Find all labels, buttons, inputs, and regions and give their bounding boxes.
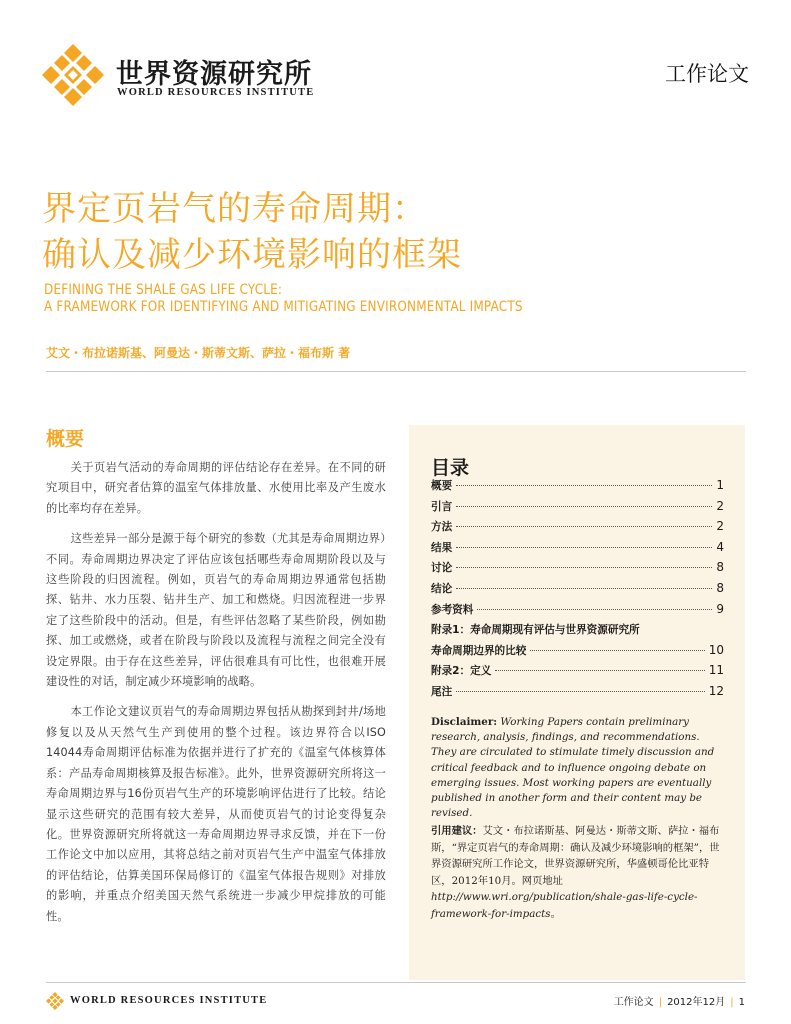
toc-item-page: 10 (708, 642, 724, 657)
toc-item-page: 4 (716, 539, 724, 554)
footer-date: 2012年12月 (667, 997, 726, 1008)
toc-leader (456, 526, 712, 527)
toc-item-label: 结论 (431, 582, 453, 595)
toc-item-page: 8 (716, 580, 724, 595)
sidebar-panel (409, 425, 745, 980)
toc-heading: 目录 (431, 457, 470, 479)
toc-item-label: 附录2：定义 (431, 665, 492, 678)
footer-separator: | (658, 997, 663, 1008)
footer-separator: | (730, 997, 734, 1008)
toc-item-page: 11 (708, 663, 724, 678)
page-number: 1 (738, 997, 745, 1008)
wri-logo (42, 44, 104, 106)
toc-item[interactable] (431, 663, 724, 684)
toc-item-page: 2 (716, 519, 724, 534)
summary-heading: 概要 (46, 428, 85, 450)
toc-item[interactable] (431, 602, 724, 623)
title-cn-line-1: 界定页岩气的寿命周期： (42, 189, 427, 229)
org-name-cn: 世界资源研究所 (116, 59, 312, 90)
citation-end: 。 (550, 907, 561, 920)
disclaimer (431, 715, 727, 821)
toc-item[interactable] (431, 684, 724, 705)
toc-item[interactable] (431, 622, 724, 643)
toc-item-label: 参考资料 (431, 603, 474, 616)
summary-body (46, 458, 386, 937)
toc-leader (456, 588, 712, 589)
toc-item-label: 结果 (431, 541, 453, 554)
footer-doc-type: 工作论文 (613, 997, 654, 1008)
toc-item-label: 寿命周期边界的比较 (431, 644, 527, 657)
footer-meta (614, 993, 745, 1008)
toc-item[interactable] (431, 643, 724, 664)
toc-item-page: 2 (716, 498, 724, 513)
authors: 艾文・布拉诺斯基、阿曼达・斯蒂文斯、萨拉・福布斯 著 (46, 344, 746, 372)
toc-item[interactable] (431, 478, 724, 499)
toc-item-label: 附录1：寿命周期现有评估与世界资源研究所 (431, 624, 640, 637)
footer-org-name: WORLD RESOURCES INSTITUTE (70, 995, 268, 1006)
summary-paragraph: 关于页岩气活动的寿命周期的评估结论存在差异。在不同的研究项目中，研究者估算的温室气体排放量、水使用比率及产生废水的比率均存在差异。 (46, 461, 386, 515)
title-en-line-1: DEFINING THE SHALE GAS LIFE CYCLE: (44, 282, 283, 298)
toc-item-label: 讨论 (431, 562, 453, 575)
toc-leader (477, 609, 712, 610)
disclaimer-text: Working Papers contain preliminary research, analysis, findings, and recommendations. They are circulated to stimulate timely discussion and critical feedback and to influence ongoing debate on emerging issues. Most working papers are eventually published in another form and their content may be revised. (431, 716, 715, 820)
toc-leader (456, 567, 712, 568)
toc-item[interactable] (431, 560, 724, 581)
summary-paragraph: 本工作论文建议页岩气的寿命周期边界包括从勘探到封井/场地修复以及从天然气生产到使用的整个过程。该边界符合以ISO 14044寿命周期评估标准为依据并进行了扩充的《温室气体核算体系：产品寿命周期核算及报告标准》。此外，世界资源研究所将这一寿命周期边界与16份页岩气生产的环境影响评估进行了比较。结论显示这些研究的范围有较大差异，从而使页岩气的讨论变得复杂化。世界资源研究所将就这一寿命周期边界寻求反馈，并在下一份工作论文中加以应用，其将总结之前对页岩气生产中温室气体排放的评估结论，估算美国环保局修订的《温室气体报告规则》对排放的影响，并重点介绍美国天然气系统进一步减少甲烷排放的可能性。 (46, 705, 386, 923)
toc-item[interactable] (431, 499, 724, 520)
citation (431, 823, 727, 922)
summary-paragraph: 这些差异一部分是源于每个研究的参数（尤其是寿命周期边界）不同。寿命周期边界决定了评估应该包括哪些寿命周期阶段以及与这些阶段的归因流程。例如，页岩气的寿命周期边界通常包括勘探、钻井、水力压裂、钻井生产、加工和燃烧。归因流程进一步界定了这些阶段中的活动。但是，有些评估忽略了某些阶段，例如勘探、加工或燃烧，或者在阶段与阶段以及流程与流程之间完全没有设定界限。由于存在这些差异，评估很难具有可比性，也很难开展建设性的对话，制定减少环境影响的战略。 (46, 532, 386, 689)
citation-text: 艾文・布拉诺斯基、阿曼达・斯蒂文斯、萨拉・福布斯，“界定页岩气的寿命周期：确认及减少环境影响的框架”，世界资源研究所工作论文，世界资源研究所，华盛顿哥伦比亚特区，2012年10月。网页地址 (431, 825, 720, 887)
toc-item-label: 引言 (431, 500, 453, 513)
toc-leader (456, 547, 712, 548)
toc-item-page: 1 (716, 478, 724, 492)
toc-item-label: 方法 (431, 521, 453, 534)
title-en-line-2: A FRAMEWORK FOR IDENTIFYING AND MITIGATING ENVIRONMENTAL IMPACTS (44, 299, 523, 315)
toc-leader (495, 670, 704, 671)
title-en (44, 282, 523, 316)
toc-item-page: 9 (716, 601, 724, 616)
title-cn-line-2: 确认及减少环境影响的框架 (42, 235, 462, 275)
toc-item[interactable] (431, 581, 724, 602)
citation-lead: 引用建议： (431, 825, 483, 837)
toc-leader (456, 506, 712, 507)
citation-url[interactable]: http://www.wri.org/publication/shale-gas-life-cycle-framework-for-impacts (431, 891, 698, 920)
toc-item-label: 概要 (431, 480, 453, 492)
org-name-en: WORLD RESOURCES INSTITUTE (117, 87, 315, 98)
toc-leader (530, 650, 704, 651)
document-type: 工作论文 (665, 62, 749, 86)
toc-leader (456, 691, 705, 692)
toc-item-page: 12 (708, 683, 724, 698)
wri-logo-small (46, 992, 64, 1010)
toc-item-label: 尾注 (431, 685, 453, 698)
toc-item[interactable] (431, 540, 724, 561)
footer-divider (46, 982, 746, 983)
toc-item[interactable] (431, 519, 724, 540)
toc-leader (456, 485, 712, 486)
title-cn (42, 186, 462, 278)
toc-item-page: 8 (716, 560, 724, 575)
table-of-contents (431, 478, 724, 705)
disclaimer-lead: Disclaimer: (431, 716, 498, 728)
